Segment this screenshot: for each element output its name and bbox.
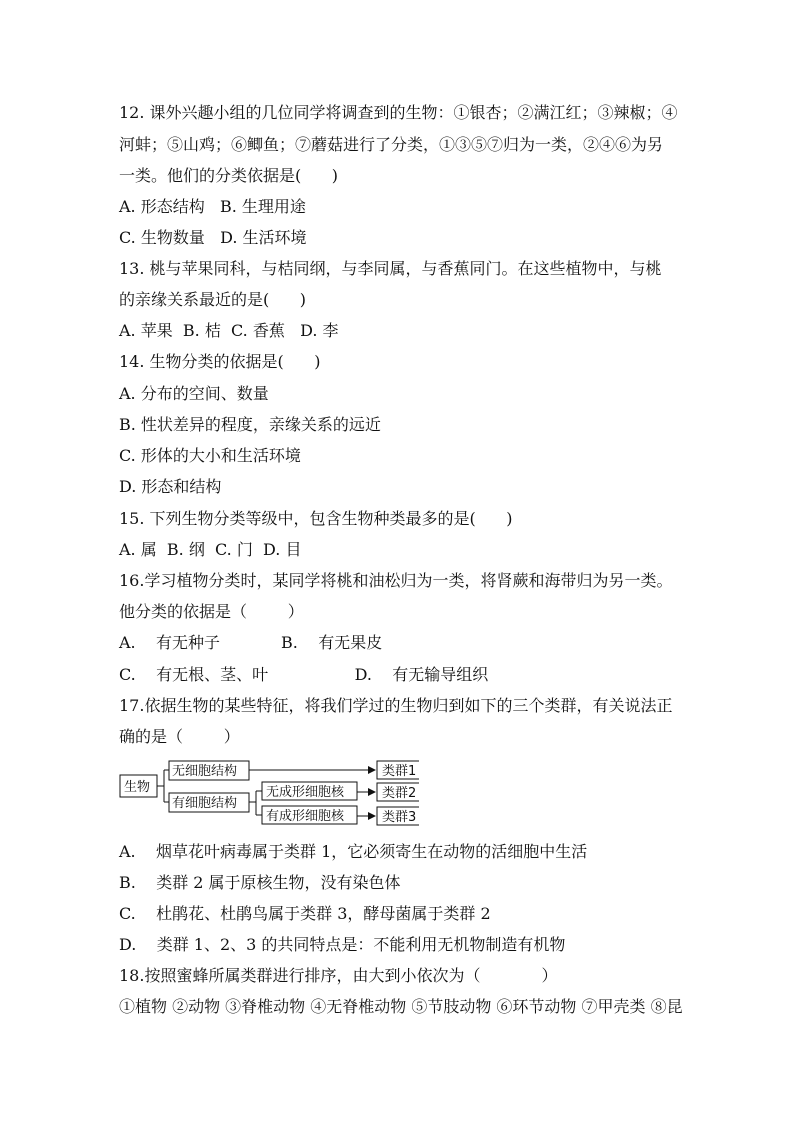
question-16-stem-line-1: 16.学习植物分类时，某同学将桃和油松归为一类，将肾蕨和海带归为另一类。 <box>119 571 673 590</box>
question-17-option-b: B. 类群 2 属于原核生物，没有染色体 <box>119 873 401 892</box>
question-14-option-b: B. 性状差异的程度，亲缘关系的远近 <box>119 415 381 434</box>
sub-b1-label: 无成形细胞核 <box>266 785 345 800</box>
question-12-stem-line-1: 12. 课外兴趣小组的几位同学将调查到的生物：①银杏；②满江红；③辣椒；④ <box>119 103 678 122</box>
question-16-stem-line-2: 他分类的依据是（ ） <box>119 602 304 621</box>
question-13-stem-line-1: 13. 桃与苹果同科，与桔同纲，与李同属，与香蕉同门。在这些植物中，与桃 <box>119 259 662 278</box>
root-label: 生物 <box>124 780 151 795</box>
question-17-stem-line-1: 17.依据生物的某些特征，将我们学过的生物归到如下的三个类群，有关说法正 <box>119 696 673 715</box>
branch-b-label: 有细胞结构 <box>172 796 238 811</box>
question-17-option-d: D. 类群 1、2、3 的共同特点是：不能利用无机物制造有机物 <box>119 935 566 954</box>
sub-b2-label: 有成形细胞核 <box>266 809 345 824</box>
classification-diagram-svg <box>119 758 419 830</box>
group3-label: 类群3 <box>382 810 417 825</box>
branch-a-label: 无细胞结构 <box>172 764 238 779</box>
question-14-option-c: C. 形体的大小和生活环境 <box>119 446 301 465</box>
question-15-option-line-1: A. 属 B. 纲 C. 门 D. 目 <box>119 540 302 559</box>
question-17-stem-line-2: 确的是（ ） <box>119 727 240 746</box>
question-12-stem-line-2: 河蚌；⑤山鸡；⑥鲫鱼；⑦蘑菇进行了分类，①③⑤⑦归为一类，②④⑥为另 <box>119 135 664 154</box>
question-17-option-c: C. 杜鹃花、杜鹃鸟属于类群 3，酵母菌属于类群 2 <box>119 904 491 923</box>
question-14-option-a: A. 分布的空间、数量 <box>119 384 269 403</box>
question-13-option-line-1: A. 苹果 B. 桔 C. 香蕉 D. 李 <box>119 321 339 340</box>
question-15-stem-line-1: 15. 下列生物分类等级中，包含生物种类最多的是( ) <box>119 509 513 528</box>
question-14-option-d: D. 形态和结构 <box>119 477 222 496</box>
group1-label: 类群1 <box>382 764 417 779</box>
question-14-stem-line-1: 14. 生物分类的依据是( ) <box>119 352 321 371</box>
question-12-option-line-1: A. 形态结构 B. 生理用途 <box>119 197 306 216</box>
question-18-stem-line-2: ①植物 ②动物 ③脊椎动物 ④无脊椎动物 ⑤节肢动物 ⑥环节动物 ⑦甲壳类 ⑧昆 <box>119 997 683 1016</box>
question-12-option-line-2: C. 生物数量 D. 生活环境 <box>119 228 307 247</box>
question-16-option-line-2: C. 有无根、茎、叶 D. 有无输导组织 <box>119 665 489 684</box>
question-17-option-a: A. 烟草花叶病毒属于类群 1，它必须寄生在动物的活细胞中生活 <box>119 842 588 861</box>
question-13-stem-line-2: 的亲缘关系最近的是( ) <box>119 290 307 309</box>
group2-label: 类群2 <box>382 786 417 801</box>
question-18-stem-line-1: 18.按照蜜蜂所属类群进行排序，由大到小依次为（ ） <box>119 966 558 985</box>
question-12-stem-line-3: 一类。他们的分类依据是( ) <box>119 166 339 185</box>
classification-diagram <box>119 758 419 830</box>
question-16-option-line-1: A. 有无种子 B. 有无果皮 <box>119 633 383 652</box>
